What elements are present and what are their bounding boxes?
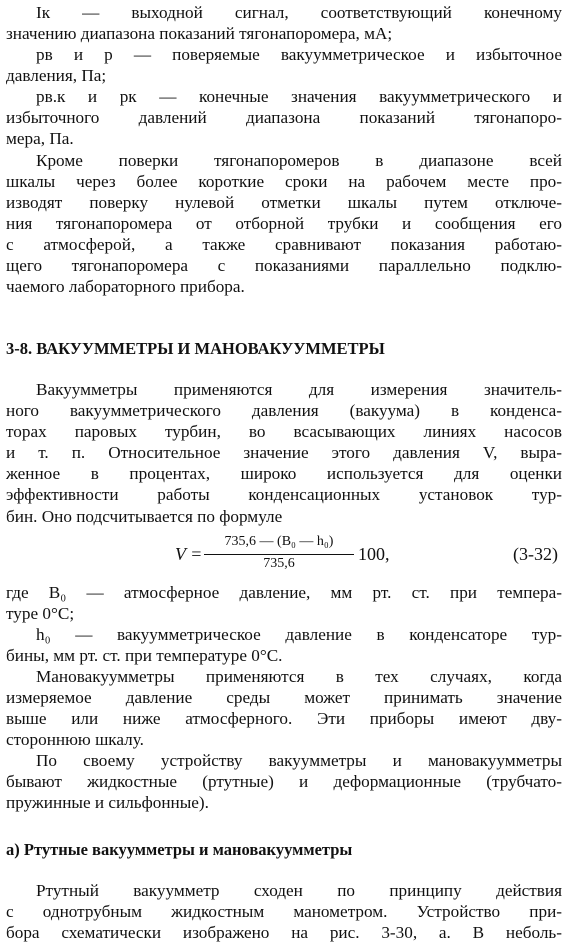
- text-line: туре 0°C;: [6, 604, 75, 623]
- paragraph-line: с однотрубным жидкостным манометром. Устройство при-: [6, 902, 562, 921]
- formula-multiplier: 100,: [358, 544, 390, 564]
- paragraph-line: с атмосферой, а также сравнивают показания работаю-: [6, 235, 562, 254]
- text-line: h₀ — вакуумметрическое давление в конденсаторе тур-: [36, 625, 562, 644]
- text-line: давления, Па;: [6, 66, 107, 85]
- fraction-bar: [204, 554, 354, 555]
- paragraph-line: стороннюю шкалу.: [6, 730, 144, 749]
- text-line: бины, мм рт. ст. при температуре 0°C.: [6, 646, 283, 665]
- subsection-heading: а) Ртутные вакуумметры и мановакуумметры: [6, 840, 353, 859]
- paragraph-line: торах паровых турбин, во всасывающих линиях насосов: [6, 422, 562, 441]
- formula-denominator: 735,6: [263, 556, 295, 571]
- paragraph-line: бин. Оно подсчитывается по формуле: [6, 507, 283, 526]
- text-line: где B₀ — атмосферное давление, мм рт. ст. при темпера-: [6, 583, 562, 602]
- equation-number: (3-32): [513, 544, 558, 564]
- paragraph-line: выше или ниже атмосферного. Эти приборы имеют дву-: [6, 709, 562, 728]
- text-line: мера, Па.: [6, 129, 74, 148]
- paragraph-line: эффективности работы конденсационных установок тур-: [6, 485, 562, 504]
- text-line: значению диапазона показаний тягонапоромера, мА;: [6, 24, 393, 43]
- paragraph-line: Мановакуумметры применяются в тех случаях, когда: [36, 667, 562, 686]
- section-heading: 3-8. ВАКУУММЕТРЫ И МАНОВАКУУММЕТРЫ: [6, 339, 385, 358]
- paragraph-line: Ртутный вакуумметр сходен по принципу действия: [36, 881, 562, 900]
- paragraph-line: бора схематически изображено на рис. 3-30, а. В неболь-: [6, 923, 562, 942]
- paragraph-line: ния тягонапоромера от отборной трубки и сообщения его: [6, 214, 562, 233]
- paragraph-line: измеряемое давление среды может принимать значение: [6, 688, 562, 707]
- paragraph-line: бывают жидкостные (ртутные) и деформационные (трубчато-: [6, 772, 562, 791]
- paragraph-line: Вакуумметры применяются для измерения значитель-: [36, 380, 562, 399]
- text-line: избыточного давлений диапазона показаний тягонапоро-: [6, 108, 562, 127]
- formula-numerator: 735,6 — (B₀ — h₀): [224, 534, 334, 549]
- paragraph-line: и т. п. Относительное значение этого давления V, выра-: [6, 443, 562, 462]
- text-line: pв.к и pк — конечные значения вакуумметрического и: [36, 87, 562, 106]
- paragraph-line: ного вакуумметрического давления (вакуума) в конденса-: [6, 401, 562, 420]
- paragraph-line: женное в процентах, широко используется для оценки: [6, 464, 562, 483]
- paragraph-line: щего тягонапоромера с показаниями параллельно подклю-: [6, 256, 562, 275]
- text-line: pв и p — поверяемые вакуумметрическое и избыточное: [36, 45, 562, 64]
- paragraph-line: По своему устройству вакуумметры и мановакуумметры: [36, 751, 562, 770]
- formula-lhs: V =: [175, 544, 203, 564]
- paragraph-line: изводят поверку нулевой отметки шкалы путем отключе-: [6, 193, 562, 212]
- paragraph-line: Кроме поверки тягонапоромеров в диапазоне всей: [36, 151, 562, 170]
- paragraph-line: шкалы через более короткие сроки на рабочем месте про-: [6, 172, 562, 191]
- paragraph-line: чаемого лабораторного прибора.: [6, 277, 245, 296]
- paragraph-line: пружинные и сильфонные).: [6, 793, 209, 812]
- text-line: Iк — выходной сигнал, соответствующий конечному: [36, 3, 562, 22]
- formula: [0, 534, 568, 578]
